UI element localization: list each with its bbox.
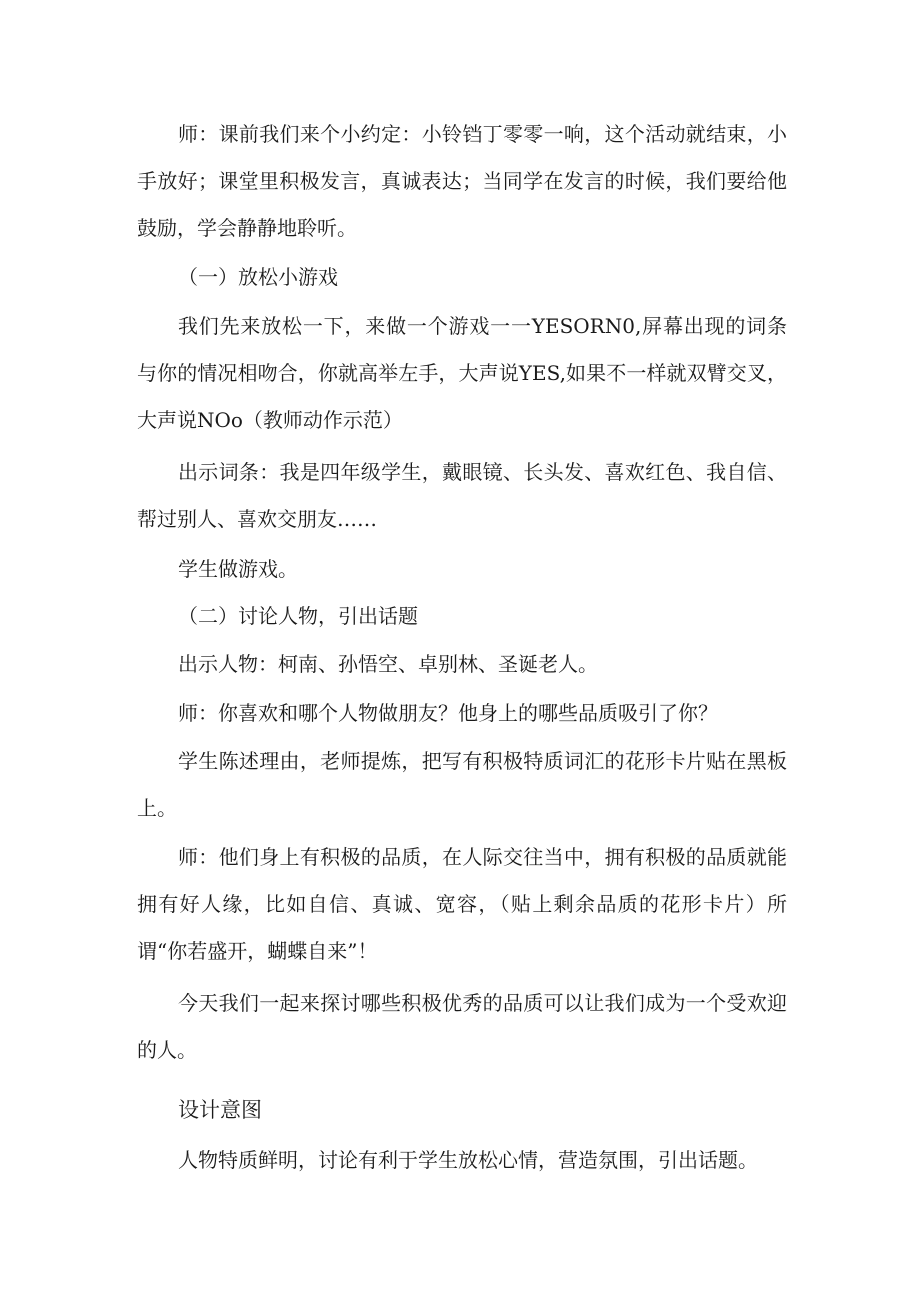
paragraph-students-play: 学生做游戏。 xyxy=(178,557,298,581)
paragraph-game-rules: 我们先来放松一下，来做一个游戏一一YESORN0,屏幕出现的词条与你的情况相吻合，你就高举左手，大声说YES,如果不一样就双臂交叉，大声说NOo（教师动作示范） xyxy=(137,314,787,432)
paragraph-teacher-qualities: 师：他们身上有积极的品质，在人际交往当中，拥有积极的品质就能拥有好人缘，比如自信、真诚、宽容，（贴上剩余品质的花形卡片）所谓“你若盛开，蝴蝶自来”！ xyxy=(137,845,787,963)
paragraph-students-reasons: 学生陈述理由，老师提炼，把写有积极特质词汇的花形卡片贴在黑板上。 xyxy=(137,749,787,820)
section-title-relax-game: （一）放松小游戏 xyxy=(178,265,338,289)
section-title-discuss-characters: （二）讨论人物，引出话题 xyxy=(178,604,418,628)
paragraph-show-entries: 出示词条：我是四年级学生，戴眼镜、长头发、喜欢红色、我自信、帮过别人、喜欢交朋友…… xyxy=(137,460,787,531)
design-intent-heading: 设计意图 xyxy=(178,1098,262,1122)
paragraph-show-characters: 出示人物：柯南、孙悟空、卓别林、圣诞老人。 xyxy=(178,652,598,676)
design-intent-text: 人物特质鲜明，讨论有利于学生放松心情，营造氛围，引出话题。 xyxy=(178,1148,758,1172)
paragraph-teacher-agreement: 师：课前我们来个小约定：小铃铛丁零零一响，这个活动就结束，小手放好；课堂里积极发言，真诚表达；当同学在发言的时候，我们要给他鼓励，学会静静地聆听。 xyxy=(137,122,787,240)
paragraph-teacher-question: 师：你喜欢和哪个人物做朋友？他身上的哪些品质吸引了你？ xyxy=(178,701,718,725)
paragraph-today-topic: 今天我们一起来探讨哪些积极优秀的品质可以让我们成为一个受欢迎的人。 xyxy=(137,991,787,1062)
